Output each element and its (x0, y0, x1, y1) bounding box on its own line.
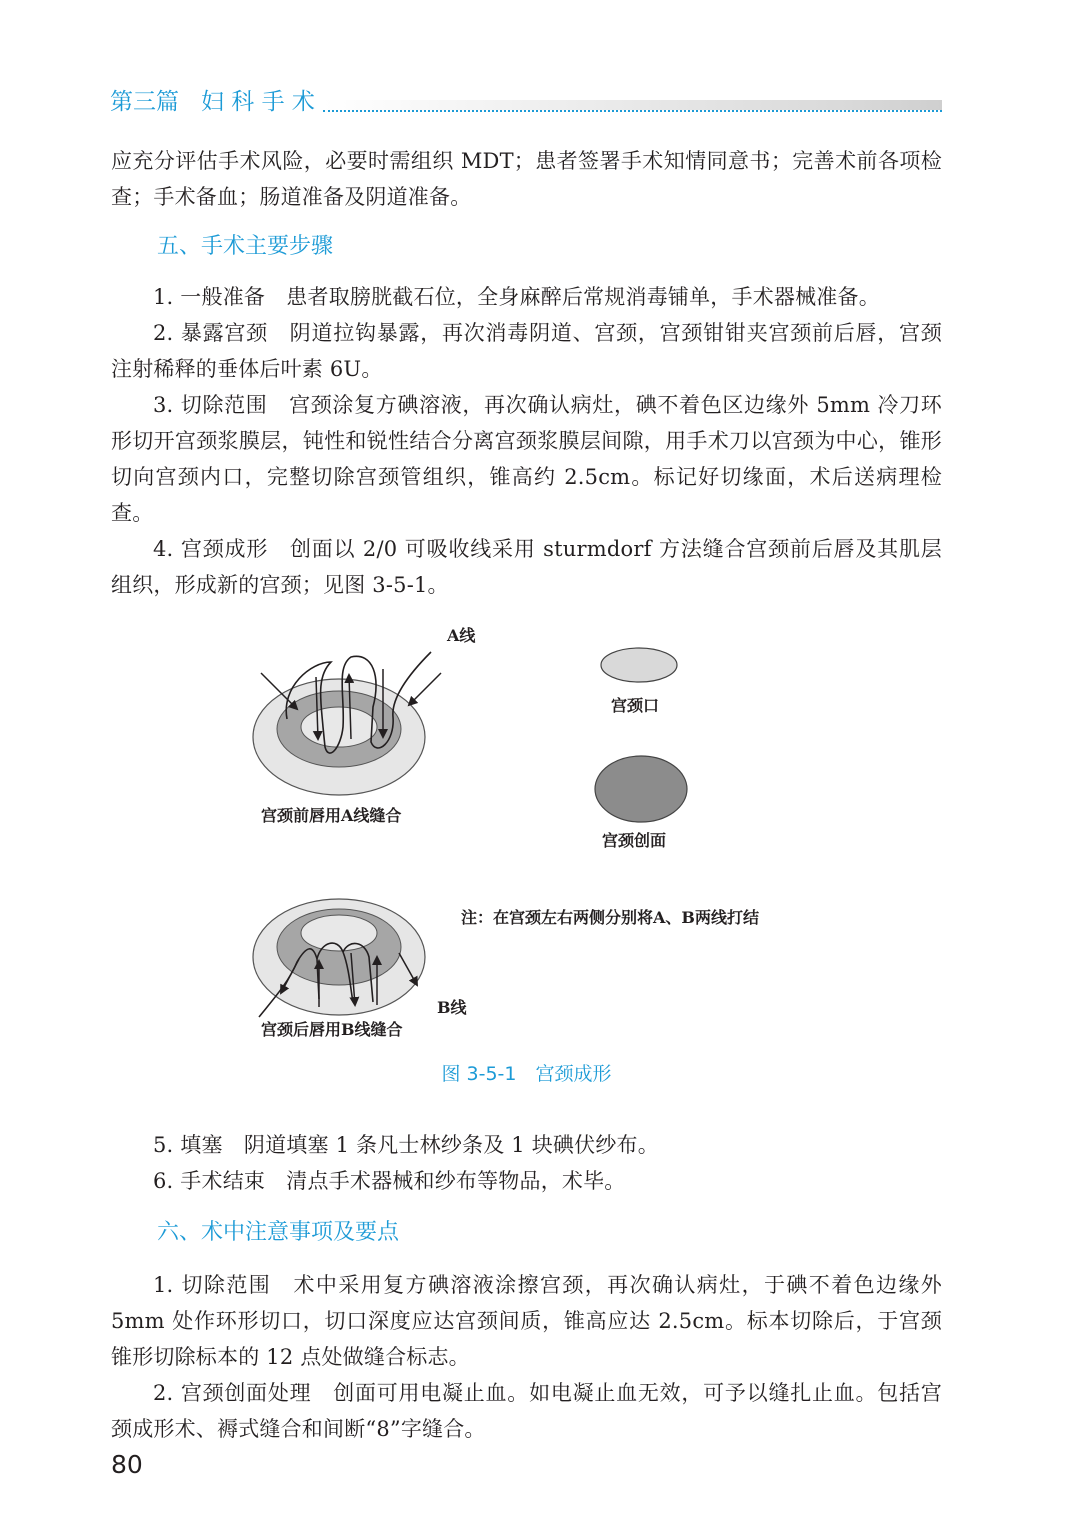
intro-paragraph: 应充分评估手术风险，必要时需组织 MDT；患者签署手术知情同意书；完善术前各项检查；手术备血；肠道准备及阴道准备。 (111, 149, 942, 209)
running-header (110, 84, 942, 116)
step-3: 3. 切除范围 宫颈涂复方碘溶液，再次确认病灶，碘不着色区边缘外 5mm 冷刀环形切开宫颈浆膜层，钝性和锐性结合分离宫颈浆膜层间隙，用手术刀以宫颈为中心，锥形切向宫颈内口，完整切除宫颈管组织，锥高约 2.5cm。标记好切缘面，术后送病理检查。 (111, 393, 942, 525)
section-heading-5: 五、手术主要步骤 (157, 234, 334, 259)
cervical-os-shape (601, 648, 677, 682)
label-anterior-lip: 宫颈前唇用A线缝合 (261, 806, 402, 825)
step-2: 2. 暴露宫颈 阴道拉钩暴露，再次消毒阴道、宫颈，宫颈钳钳夹宫颈前后唇，宫颈注射稀释的垂体后叶素 6U。 (111, 321, 942, 381)
note-1: 1. 切除范围 术中采用复方碘溶液涂擦宫颈，再次确认病灶，于碘不着色边缘外 5mm 处作环形切口，切口深度应达宫颈间质，锥高应达 2.5cm。标本切除后，于宫颈锥形切除标本的 12 点处做缝合标志。 (111, 1273, 942, 1369)
cervical-wound-shape (595, 756, 687, 822)
label-b-line: B线 (437, 998, 467, 1017)
page-number: 80 (111, 1450, 143, 1479)
header-rule (323, 96, 942, 112)
note-2: 2. 宫颈创面处理 创面可用电凝止血。如电凝止血无效，可予以缝扎止血。包括宫颈成形术、褥式缝合和间断“8”字缝合。 (111, 1381, 942, 1441)
page-body (111, 143, 942, 1447)
label-cervical-os: 宫颈口 (611, 696, 660, 715)
header-chapter: 妇 科 手 术 (201, 89, 315, 115)
figure-cervical-reconstruction (111, 607, 942, 1127)
step-6: 6. 手术结束 清点手术器械和纱布等物品，术毕。 (153, 1169, 626, 1193)
step-1: 1. 一般准备 患者取膀胱截石位，全身麻醉后常规消毒铺单，手术器械准备。 (153, 285, 880, 309)
label-cervical-wound: 宫颈创面 (602, 831, 667, 850)
step-5: 5. 填塞 阴道填塞 1 条凡士林纱条及 1 块碘伏纱布。 (153, 1133, 659, 1157)
section-heading-6: 六、术中注意事项及要点 (157, 1220, 400, 1245)
inner-os (301, 707, 377, 747)
figure-drawing (111, 607, 942, 1127)
label-note: 注：在宫颈左右两侧分别将A、B两线打结 (461, 908, 759, 927)
label-a-line: A线 (447, 626, 476, 645)
posterior-lip-diagram (253, 899, 425, 1017)
header-section: 第三篇 (110, 89, 179, 115)
figure-caption: 图 3-5-1 宫颈成形 (441, 1063, 612, 1085)
label-posterior-lip: 宫颈后唇用B线缝合 (261, 1020, 403, 1039)
anterior-lip-diagram (253, 652, 441, 795)
step-4: 4. 宫颈成形 创面以 2/0 可吸收线采用 sturmdorf 方法缝合宫颈前后唇及其肌层组织，形成新的宫颈；见图 3-5-1。 (111, 537, 942, 597)
